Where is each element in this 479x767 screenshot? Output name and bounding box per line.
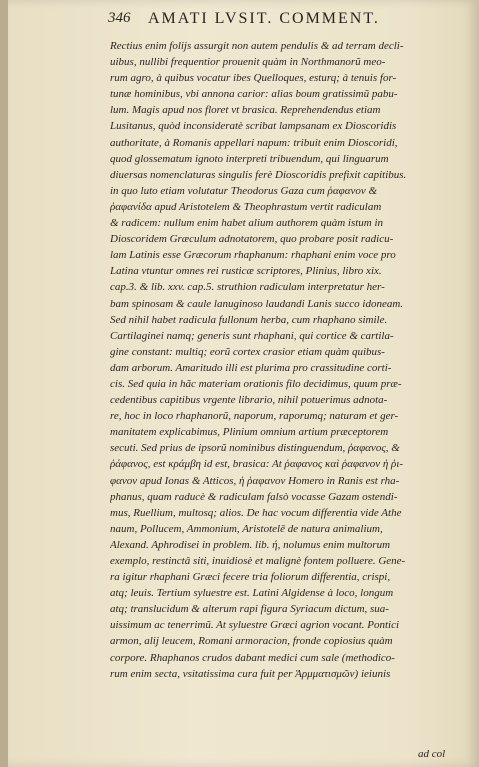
text-line: gine constant: multiq; eorũ cortex crasior etiam quàm quibus- bbox=[110, 345, 385, 358]
text-line: Cartilaginei namq; generis sunt rhaphani, qui cortice & cartila- bbox=[110, 329, 394, 342]
text-line: in quo luto etiam volutatur Theodorus Gaza cum ῥαφανον & bbox=[110, 184, 378, 197]
body-text bbox=[110, 38, 456, 682]
text-line: ῥαφανίδα apud Aristotelem & Theophrastum vertit radiculam bbox=[110, 200, 382, 213]
text-line: uissimum ac tenerrimũ. At syluestre Græci agrion vocant. Pontici bbox=[110, 619, 400, 632]
text-line: & radicem: nullum enim habet alium authorem quàm istum in bbox=[110, 217, 384, 230]
text-line: exemplo, restinctâ siti, inuidiosè et malignè fontem polluere. Gene- bbox=[110, 555, 406, 567]
text-line: armon, alij leucem, Romani armoracion, fronde copiosius quàm bbox=[110, 635, 393, 648]
binding-gutter bbox=[0, 0, 8, 767]
text-line: ra igitur rhaphani Græci fecere tria foliorum differentia, crispi, bbox=[110, 571, 391, 584]
text-line: cis. Sed quia in hãc materiam orationis filo decidimus, quum præ- bbox=[110, 377, 402, 390]
text-line: Sed nihil habet radicula fullonum herba, cum rhaphano simile. bbox=[110, 313, 388, 326]
text-line: tunæ hominibus, vbi annona carior: alias boum gratissimũ pabu- bbox=[110, 88, 398, 101]
text-line: secuti. Sed prius de ipsorũ nominibus distinguendum, ῥαφανος, & bbox=[110, 442, 400, 455]
running-title: AMATI LVSIT. COMMENT. bbox=[148, 10, 380, 27]
text-line: rum agro, à quibus vocatur ibes Quelloques, esturq; à tenuis for- bbox=[110, 72, 397, 85]
text-line: Latina vtuntur omnes rei rusticæ scriptores, Plinius, libro xix. bbox=[110, 265, 382, 278]
text-line: lum. Magis apud nos floret vt brasica. Reprehendendus etiam bbox=[110, 104, 381, 117]
text-line: Lusitanus, quòd inconsideratè scribat lampsanam ex Dioscoridis bbox=[110, 120, 397, 133]
catchword: ad col bbox=[418, 748, 446, 760]
text-line: lam Latinis esse Græcorum rhaphanum: rhaphani enim voce pro bbox=[110, 249, 396, 262]
text-line: bam spinosam & caule lanuginoso laudandi Lanis succo idoneam. bbox=[110, 297, 404, 310]
text-line: Dioscoridem Græculum adnotatorem, quo probare posit radicu- bbox=[110, 233, 394, 246]
text-line: ῥάφανος, est κράμβη id est, brasica: At ῥαφανος καὶ ῥαφανον ἡ ῥι- bbox=[110, 458, 404, 471]
text-line: authoritate, à Romanis appellari napum: tribuit enim Dioscoridi, bbox=[110, 136, 398, 149]
text-line: re, hoc in loco rhaphanorũ, naporum, raporumq; naturam et ger- bbox=[110, 410, 399, 423]
text-line: atq; translucidum & alterum rapi figura Syriacum dictum, sua- bbox=[110, 603, 389, 616]
text-line: manitatem explicabimus, Plinium omnium artium præceptorem bbox=[110, 426, 389, 439]
text-line: rum enim secta, vsitatissima cura fuit per Ἀρμματισμῶν) ieiunis bbox=[110, 667, 391, 680]
text-line: Rectius enim folijs assurgit non autem pendulis & ad terram decli- bbox=[110, 40, 404, 52]
page-number: 346 bbox=[108, 10, 131, 26]
text-line: corpore. Rhaphanos crudos dabant medici cum sale (methodico- bbox=[110, 651, 395, 664]
text-line: naum, Pollucem, Ammonium, Aristotelē de natura animalium, bbox=[110, 522, 383, 535]
text-line: cap.3. & lib. xxv. cap.5. struthion radiculam interpretatur her- bbox=[110, 281, 385, 294]
text-line: uibus, nullibi frequentior prouenit quàm in Northmanorũ meo- bbox=[110, 56, 386, 69]
text-line: cedentibus capitibus vrgente librario, nihil potuerimus adnota- bbox=[110, 394, 388, 407]
text-line: Alexand. Aphrodisei in problem. lib. ή, nolumus enim multorum bbox=[110, 538, 391, 551]
text-line: mus, Ruellium, multosq; alios. De hac vocum differentia vide Athe bbox=[110, 506, 402, 519]
text-line: diuersas nomenclaturas singulis ferè Dioscoridis prefixit capitibus. bbox=[110, 168, 407, 181]
text-line: quod glossematum ignoto interpreti tribuendum, qui linguarum bbox=[110, 152, 389, 165]
text-line: atq; leuis. Tertium syluestre est. Latini Algidense à loco, longum bbox=[110, 587, 394, 600]
text-line: phanus, quam raducè & radiculam falsò vocasse Gazam ostendi- bbox=[110, 490, 398, 503]
text-line: dam arborum. Amaritudo illi est plurima pro crassitudine corti- bbox=[110, 361, 392, 374]
text-line: φανον apud Ionas & Atticos, ἡ ῥαφανον Homero in Ranis est rha- bbox=[110, 474, 400, 487]
